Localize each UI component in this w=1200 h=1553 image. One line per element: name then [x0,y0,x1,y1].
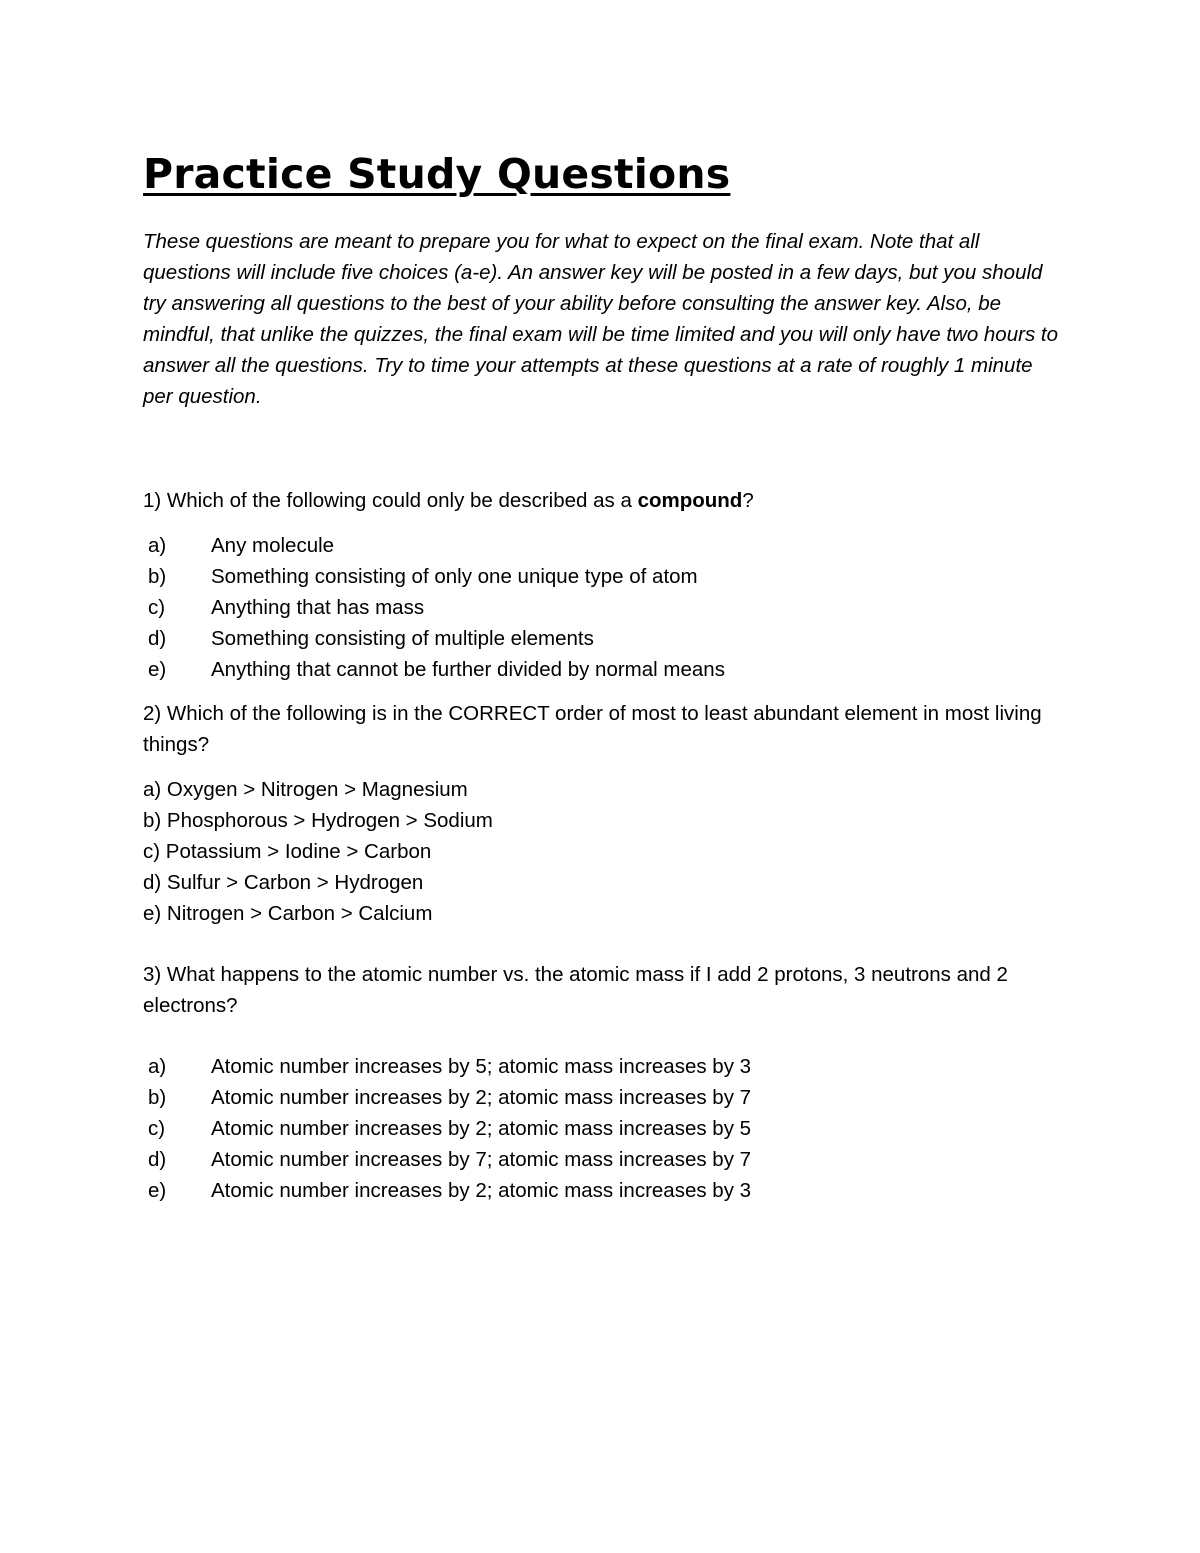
option-letter: c) [148,596,166,619]
list-item: e) Nitrogen > Carbon > Calcium [143,902,433,925]
option-text: Atomic number increases by 2; atomic mass increases by 7 [211,1086,752,1109]
question-3-prompt: 3) What happens to the atomic number vs. the atomic mass if I add 2 protons, 3 neutrons and 2 electrons? [143,963,1008,1017]
option-text: Anything that has mass [211,596,425,619]
question-2-options [143,774,1073,929]
list-item [143,654,1073,685]
list-item [143,1113,1073,1144]
question-2-prompt: 2) Which of the following is in the CORRECT order of most to least abundant element in most living things? [143,702,1042,756]
document-content [143,146,1073,1206]
list-item: b) Phosphorous > Hydrogen > Sodium [143,809,493,832]
question-3-options [143,1051,1073,1206]
option-text: Something consisting of multiple elements [211,627,594,650]
intro-paragraph: These questions are meant to prepare you for what to expect on the final exam. Note that all questions will include five choices (a-e). An answer key will be posted in a few days, but you should try answering all questions to the best of your ability before consulting the answer key. Also, be mindful, that unlike the quizzes, the final exam will be time limited and you will only have two hours to answer all the questions. Try to time your attempts at these questions at a rate of roughly 1 minute per question. [143,230,1058,408]
page-title: Practice Study Questions [143,150,731,198]
list-item [143,623,1073,654]
option-text: Atomic number increases by 2; atomic mass increases by 5 [211,1117,752,1140]
list-item: c) Potassium > Iodine > Carbon [143,840,432,863]
option-text: Something consisting of only one unique type of atom [211,565,698,588]
list-item [143,1144,1073,1175]
list-item: a) Oxygen > Nitrogen > Magnesium [143,778,468,801]
list-item [143,1082,1073,1113]
option-letter: b) [148,1086,167,1109]
option-text: Atomic number increases by 5; atomic mass increases by 3 [211,1055,752,1078]
option-letter: d) [148,627,167,650]
option-text: Atomic number increases by 7; atomic mass increases by 7 [211,1148,752,1171]
question-1-options [143,530,1073,685]
list-item: d) Sulfur > Carbon > Hydrogen [143,871,424,894]
option-text: Atomic number increases by 2; atomic mass increases by 3 [211,1179,752,1202]
list-item [143,561,1073,592]
question-1-prompt-text: 1) Which of the following could only be described as a [143,489,638,512]
option-text: Any molecule [211,534,335,557]
question-1-prompt [143,485,1073,516]
option-letter: e) [148,1179,167,1202]
list-item [143,1051,1073,1082]
option-text: Anything that cannot be further divided by normal means [211,658,725,681]
option-letter: d) [148,1148,167,1171]
option-letter: c) [148,1117,166,1140]
question-1-keyword: compound [637,489,743,512]
list-item [143,592,1073,623]
option-letter: e) [148,658,167,681]
list-item [143,530,1073,561]
option-letter: a) [148,534,167,557]
option-letter: a) [148,1055,167,1078]
question-1-prompt-end: ? [742,489,754,512]
option-letter: b) [148,565,167,588]
list-item [143,1175,1073,1206]
